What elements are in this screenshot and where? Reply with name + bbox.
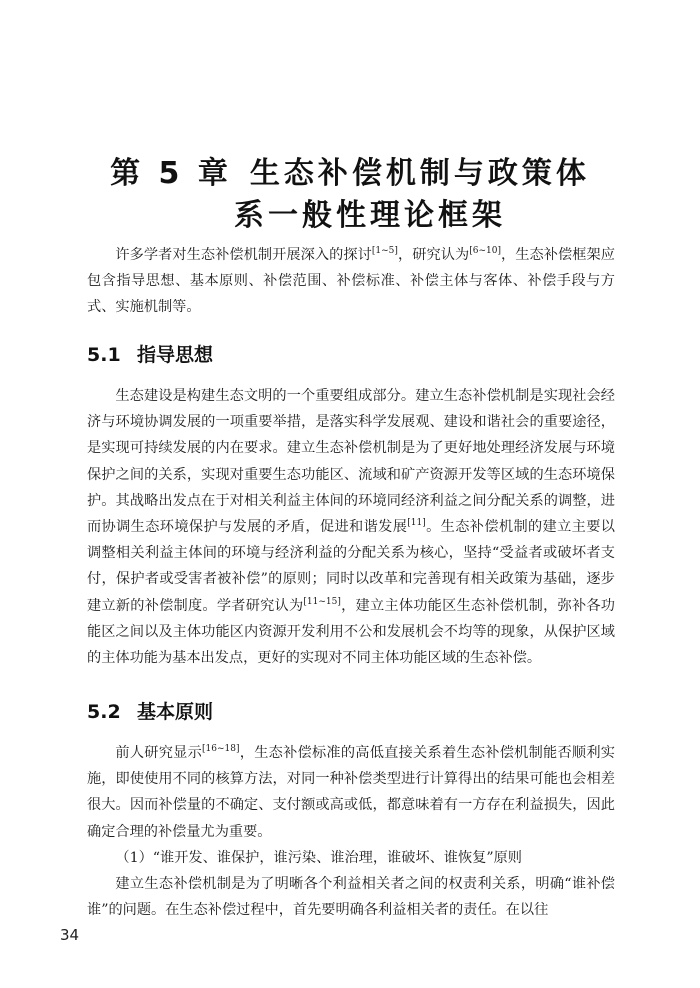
section-title: 基本原则 <box>137 701 214 723</box>
citation: [1~5] <box>371 246 398 256</box>
section-5-2-paragraph-1 <box>87 740 615 845</box>
intro-text-3: ，生态补偿框架应包含指导思想、基本原则、补偿范围、补偿标准、补偿主体与客体、补偿手段与方式、实施机制等。 <box>87 247 615 316</box>
chapter-title-text-1: 生态补偿机制与政策体 <box>249 156 590 191</box>
section-heading-5-1 <box>87 340 213 367</box>
chapter-title-text-2: 系一般性理论框架 <box>234 198 506 233</box>
principle-item-text: （1）“谁开发、谁保护，谁污染、谁治理，谁破坏、谁恢复”原则 <box>115 850 522 866</box>
intro-paragraph <box>87 242 615 321</box>
paragraph-text-2: 。生态补偿机制的建立主要以调整相关利益主体间的环境与经济利益的分配关系为核心，坚持“受益者或破坏者支付，保护者或受害者被补偿”的原则；同时以改革和完善现有相关政策为基础，逐步建立新的补偿制度。学者研究认为 <box>87 519 615 614</box>
chapter-title-line2 <box>0 190 700 234</box>
paragraph-text-2: ，生态补偿标准的高低直接关系着生态补偿机制能否顺利实施，即使使用不同的核算方法，对同一种补偿类型进行计算得出的结果可能也会相差很大。因而补偿量的不确定、支付额或高或低，都意味着有一方存在利益损失，因此确定合理的补偿量尤为重要。 <box>87 745 615 840</box>
section-5-2-paragraph-2 <box>87 871 615 923</box>
citation: [16~18] <box>202 744 240 754</box>
chapter-number: 第 5 章 <box>110 156 232 191</box>
intro-text-2: ，研究认为 <box>397 247 470 263</box>
paragraph-text-1: 前人研究显示 <box>115 745 203 761</box>
section-number: 5.2 <box>87 701 121 723</box>
paragraph-text-1: 生态建设是构建生态文明的一个重要组成部分。建立生态补偿机制是实现社会经济与环境协调发展的一项重要举措，是落实科学发展观、建设和谐社会的重要途径，是实现可持续发展的内在要求。建立生态补偿机制是为了更好地处理经济发展与环境保护之间的关系，实现对重要生态功能区、流域和矿产资源开发等区域的生态环境保护。其战略出发点在于对相关利益主体间的环境同经济利益之间分配关系的调整，进而协调生态环境保护与发展的矛盾，促进和谐发展 <box>87 388 615 536</box>
section-heading-5-2 <box>87 697 213 724</box>
section-number: 5.1 <box>87 344 121 366</box>
citation: [11] <box>407 518 426 529</box>
paragraph-text: 建立生态补偿机制是为了明晰各个利益相关者之间的权责利关系，明确“谁补偿谁”的问题。在生态补偿过程中，首先要明确各利益相关者的责任。在以往 <box>87 876 615 919</box>
principle-item-1 <box>87 845 615 871</box>
page-number: 34 <box>60 926 80 944</box>
citation: [6~10] <box>469 246 501 256</box>
section-title: 指导思想 <box>137 344 214 366</box>
chapter-title-line1 <box>0 148 700 192</box>
intro-text-1: 许多学者对生态补偿机制开展深入的探讨 <box>115 247 372 263</box>
paragraph-text-3: ，建立主体功能区生态补偿机制，弥补各功能区之间以及主体功能区内资源开发利用不公和发展机会不均等的现象，从保护区域的主体功能为基本出发点，更好的实现对不同主体功能区域的生态补偿。 <box>87 597 615 667</box>
section-5-1-paragraph <box>87 383 615 671</box>
citation: [11~15] <box>303 596 341 607</box>
